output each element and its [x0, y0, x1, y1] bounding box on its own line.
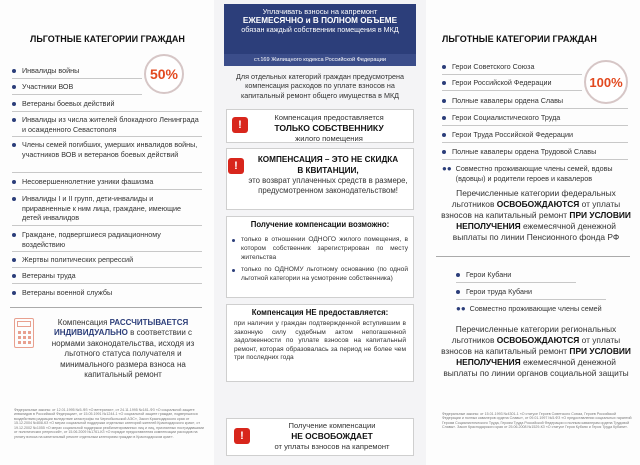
- left-item-2: [12, 99, 202, 109]
- warning-icon: !: [232, 117, 248, 133]
- left-item-10: [12, 288, 202, 298]
- left-item-3: [12, 115, 202, 134]
- kuban-family: [456, 304, 626, 315]
- federal-condition: ПРИ УСЛОВИИ НЕПОЛУЧЕНИЯ: [456, 209, 631, 231]
- box4-line3: от уплаты взносов на капремонт: [274, 441, 390, 451]
- divider: [12, 94, 142, 95]
- right-heading: ЛЬГОТНЫЕ КАТЕГОРИИ ГРАЖДАН: [442, 34, 597, 44]
- people-icon: ●●: [442, 164, 452, 173]
- left-compensation-text: [38, 318, 208, 380]
- bullet-icon: [442, 81, 446, 85]
- comp-bold: РАССЧИТЫВАЕТСЯ ИНДИВИДУАЛЬНО: [53, 318, 189, 338]
- left-column: [0, 0, 214, 465]
- right-item-0: [442, 62, 582, 72]
- bullet-icon: [442, 133, 446, 137]
- bullet-icon: [12, 180, 16, 184]
- right-item-text: Герои Российской Федерации: [452, 78, 552, 87]
- bullet-icon: [442, 116, 446, 120]
- not-discount-text: [246, 155, 410, 197]
- federal-bold: ОСВОБОЖДАЮТСЯ: [496, 198, 580, 209]
- divider: [12, 267, 202, 268]
- only-owner-text: [254, 113, 404, 144]
- divider: [12, 189, 202, 190]
- divider: [442, 159, 628, 160]
- left-item-text: Инвалиды I и II групп, дети-инвалиды и приравненные к ним лица, граждане, имеющие детей инвалидов: [22, 194, 182, 223]
- divider: [12, 225, 202, 226]
- left-item-text: Инвалиды из числа жителей блокадного Ленинграда и осажденного Севастополя: [22, 115, 199, 134]
- possible-1: [232, 236, 408, 263]
- left-item-text: Ветераны военной службы: [22, 288, 113, 297]
- comp-pre: Компенсация: [57, 318, 110, 327]
- kuban-item-0: [456, 270, 576, 280]
- kuban-item-1: [456, 287, 576, 297]
- bullet-icon: [442, 65, 446, 69]
- divider: [442, 74, 582, 75]
- possible-1-text: только в отношении ОДНОГО жилого помещения, в котором собственник зарегистрирован по месту жительства: [241, 236, 408, 261]
- divider: [456, 299, 606, 300]
- comp-post: в соответствии с нормами законодательства, исходя из льготного статуса получателя и минимального размера взноса на капитальный ремонт: [51, 328, 195, 379]
- bullet-icon: [12, 197, 16, 201]
- left-item-text: Участники ВОВ: [22, 82, 74, 91]
- bullet-icon: [442, 99, 446, 103]
- divider: [12, 111, 202, 112]
- bullet-icon: [12, 85, 16, 89]
- right-item-3: [442, 113, 628, 123]
- percent-100-badge: [584, 60, 628, 104]
- divider: [12, 283, 202, 284]
- regional-bold: ОСВОБОЖДАЮТСЯ: [496, 334, 580, 345]
- kuban-family-text: Совместно проживающие члены семей: [469, 304, 602, 313]
- bullet-icon: [456, 273, 460, 277]
- left-item-9: [12, 271, 202, 281]
- left-item-text: Ветераны боевых действий: [22, 99, 115, 108]
- box1-line1: Компенсация предоставляется: [274, 113, 384, 122]
- bullet-icon: [12, 274, 16, 278]
- middle-column: [214, 0, 426, 465]
- bullet-icon: [442, 150, 446, 154]
- bullet-icon: [232, 239, 235, 242]
- federal-text: [440, 188, 632, 243]
- left-item-4: [12, 140, 202, 159]
- right-footnote: Федеральные законы: от 15.01.1993 №4301-1 «О статусе Героев Советского Союза, Героев Российской Федерации и полных кавалеров ордена Славы», от 09.01.1997 №5-ФЗ «О предоставлении социальных гарантий Героям Социалистического Труда, Героям Труда Российской Федерации и полным кавалерам ордена Трудовой Славы». Закон Краснодарского края от 25.06.2008 №1529-КЗ «О статусе Героя Кубани и Героя Труда Кубани».: [442, 412, 632, 430]
- divider: [442, 142, 628, 143]
- percent-100-label: 100%: [589, 74, 623, 90]
- divider: [12, 172, 202, 173]
- right-item-text: Полные кавалеры ордена Славы: [452, 96, 564, 105]
- bullet-icon: [12, 102, 16, 106]
- warning-icon: !: [228, 158, 244, 174]
- box1-line3: жилого помещения: [295, 134, 363, 144]
- banner-line2: ЕЖЕМЕСЯЧНО и В ПОЛНОМ ОБЪЕМЕ: [242, 16, 398, 25]
- family-note: [442, 164, 632, 183]
- divider: [442, 90, 582, 91]
- left-footnote: Федеральные законы: от 12.01.1995 №5-ФЗ «О ветеранах», от 24.11.1995 №181-ФЗ «О социальной защите инвалидов в Российской Федерации», от 15.05.1991 №1244-1 «О социальной защите граждан, подвергшихся воздействию радиации вследствие катастрофы на Чернобыльской АЭС», Закон Краснодарского края от 15.12.2004 №808-КЗ «О мерах социальной поддержки отдельных категорий жителей Краснодарского края», от 19.12.2002 №1055 «О мерах социальной поддержки реабилитированных лиц и лиц, признанных пострадавшими от политических репрессий», от 15.06.2009 №1761-КЗ «О порядке предоставления компенсации расходов на уплату взноса на капитальный ремонт отдельным категориям граждан в Краснодарском крае».: [14, 408, 204, 439]
- box4-line2: НЕ ОСВОБОЖДАЕТ: [291, 430, 373, 441]
- bullet-icon: [12, 233, 16, 237]
- regional-mid: от уплаты взносов на капитальный ремонт: [441, 334, 621, 356]
- not-provided-text: при наличии у граждан подтвержденной вступившим в законную силу судебным актом непогашенной задолженности по уплате взносов на капитальный ремонт, которая образовалась за период не более чем три последних года: [234, 320, 406, 362]
- right-item-text: Герои Труда Российской Федерации: [452, 130, 574, 139]
- divider: [442, 125, 628, 126]
- percent-50-label: 50%: [149, 66, 179, 82]
- bullet-icon: [12, 69, 16, 73]
- banner-line1: Уплачивать взносы на капремонт: [262, 7, 378, 16]
- percent-50-badge: [144, 54, 184, 94]
- bullet-icon: [12, 118, 16, 122]
- warning-icon: !: [234, 428, 250, 444]
- right-item-4: [442, 130, 628, 140]
- left-item-text: Несовершеннолетние узники фашизма: [22, 177, 154, 186]
- bullet-icon: [12, 143, 16, 147]
- box4-line1: Получение компенсации: [288, 421, 376, 430]
- left-item-text: Инвалиды войны: [22, 66, 80, 75]
- navy-banner: [224, 4, 416, 54]
- kuban-item-text: Герои Кубани: [466, 270, 512, 279]
- federal-pre: Перечисленные категории федеральных льготников: [451, 188, 616, 209]
- box2-line1: КОМПЕНСАЦИЯ – ЭТО НЕ СКИДКА: [257, 155, 399, 164]
- right-item-2: [442, 96, 582, 106]
- left-item-text: Члены семей погибших, умерших инвалидов войны, участников ВОВ и ветеранов боевых действий: [22, 140, 198, 159]
- family-note-text: Совместно проживающие члены семей, вдовы (вдовцы) и родители героев и кавалеров: [455, 164, 613, 183]
- regional-text: [440, 324, 632, 379]
- left-item-0: [12, 66, 142, 76]
- left-item-text: Ветераны труда: [22, 271, 76, 280]
- divider: [12, 251, 202, 252]
- possible-2-text: только по ОДНОМУ льготному основанию (по одной льготной категории на усмотрение собственника): [241, 266, 408, 282]
- kuban-item-text: Герои труда Кубани: [466, 287, 532, 296]
- right-item-text: Полные кавалеры ордена Трудовой Славы: [452, 147, 597, 156]
- left-item-7: [12, 230, 202, 249]
- not-exempt-text: [254, 421, 410, 452]
- right-item-text: Герои Советского Союза: [452, 62, 535, 71]
- left-item-6: [12, 194, 202, 223]
- left-heading: ЛЬГОТНЫЕ КАТЕГОРИИ ГРАЖДАН: [30, 34, 185, 44]
- divider: [12, 136, 202, 137]
- box2-line3: это возврат уплаченных средств в размере, предусмотренном законодательством!: [248, 176, 408, 196]
- middle-intro: Для отдельных категорий граждан предусмотрена компенсация расходов по уплате взносов на капитальный ремонт общего имущества в МКД: [236, 72, 404, 100]
- right-item-1: [442, 78, 582, 88]
- divider: [442, 108, 628, 109]
- box1-line2: ТОЛЬКО СОБСТВЕННИКУ: [274, 122, 384, 133]
- possible-2: [232, 266, 408, 284]
- divider: [436, 256, 630, 257]
- left-item-1: [12, 82, 142, 92]
- divider: [10, 307, 202, 308]
- regional-end: ежемесячной денежной выплаты по линии органов социальной защиты: [443, 356, 629, 378]
- left-item-8: [12, 255, 202, 265]
- calculator-icon: [14, 318, 34, 348]
- left-item-text: Граждане, подвергшиеся радиационному воздействию: [22, 230, 161, 249]
- bullet-icon: [456, 290, 460, 294]
- right-item-5: [442, 147, 628, 157]
- divider: [456, 282, 576, 283]
- right-column: [426, 0, 640, 465]
- not-provided-title: Компенсация НЕ предоставляется:: [251, 308, 389, 317]
- federal-mid: от уплаты взносов на капитальный ремонт: [441, 198, 621, 220]
- right-item-text: Герои Социалистического Труда: [452, 113, 561, 122]
- divider: [12, 78, 142, 79]
- bullet-icon: [12, 291, 16, 295]
- people-icon: ●●: [456, 304, 466, 313]
- bullet-icon: [232, 269, 235, 272]
- box2-line2: В КВИТАНЦИИ,: [297, 165, 359, 175]
- bullet-icon: [12, 258, 16, 262]
- possible-title: Получение компенсации возможно:: [250, 220, 390, 229]
- left-item-5: [12, 177, 202, 187]
- regional-condition: ПРИ УСЛОВИИ НЕПОЛУЧЕНИЯ: [456, 345, 631, 367]
- regional-pre: Перечисленные категории региональных льготников: [451, 324, 617, 345]
- banner-footer: ст.169 Жилищного кодекса Российской Федерации: [224, 54, 416, 66]
- banner-line3: обязан каждый собственник помещения в МКД: [241, 25, 399, 34]
- federal-end: ежемесячной денежной выплаты по линии Пенсионного фонда РФ: [452, 220, 620, 242]
- left-item-text: Жертвы политических репрессий: [22, 255, 134, 264]
